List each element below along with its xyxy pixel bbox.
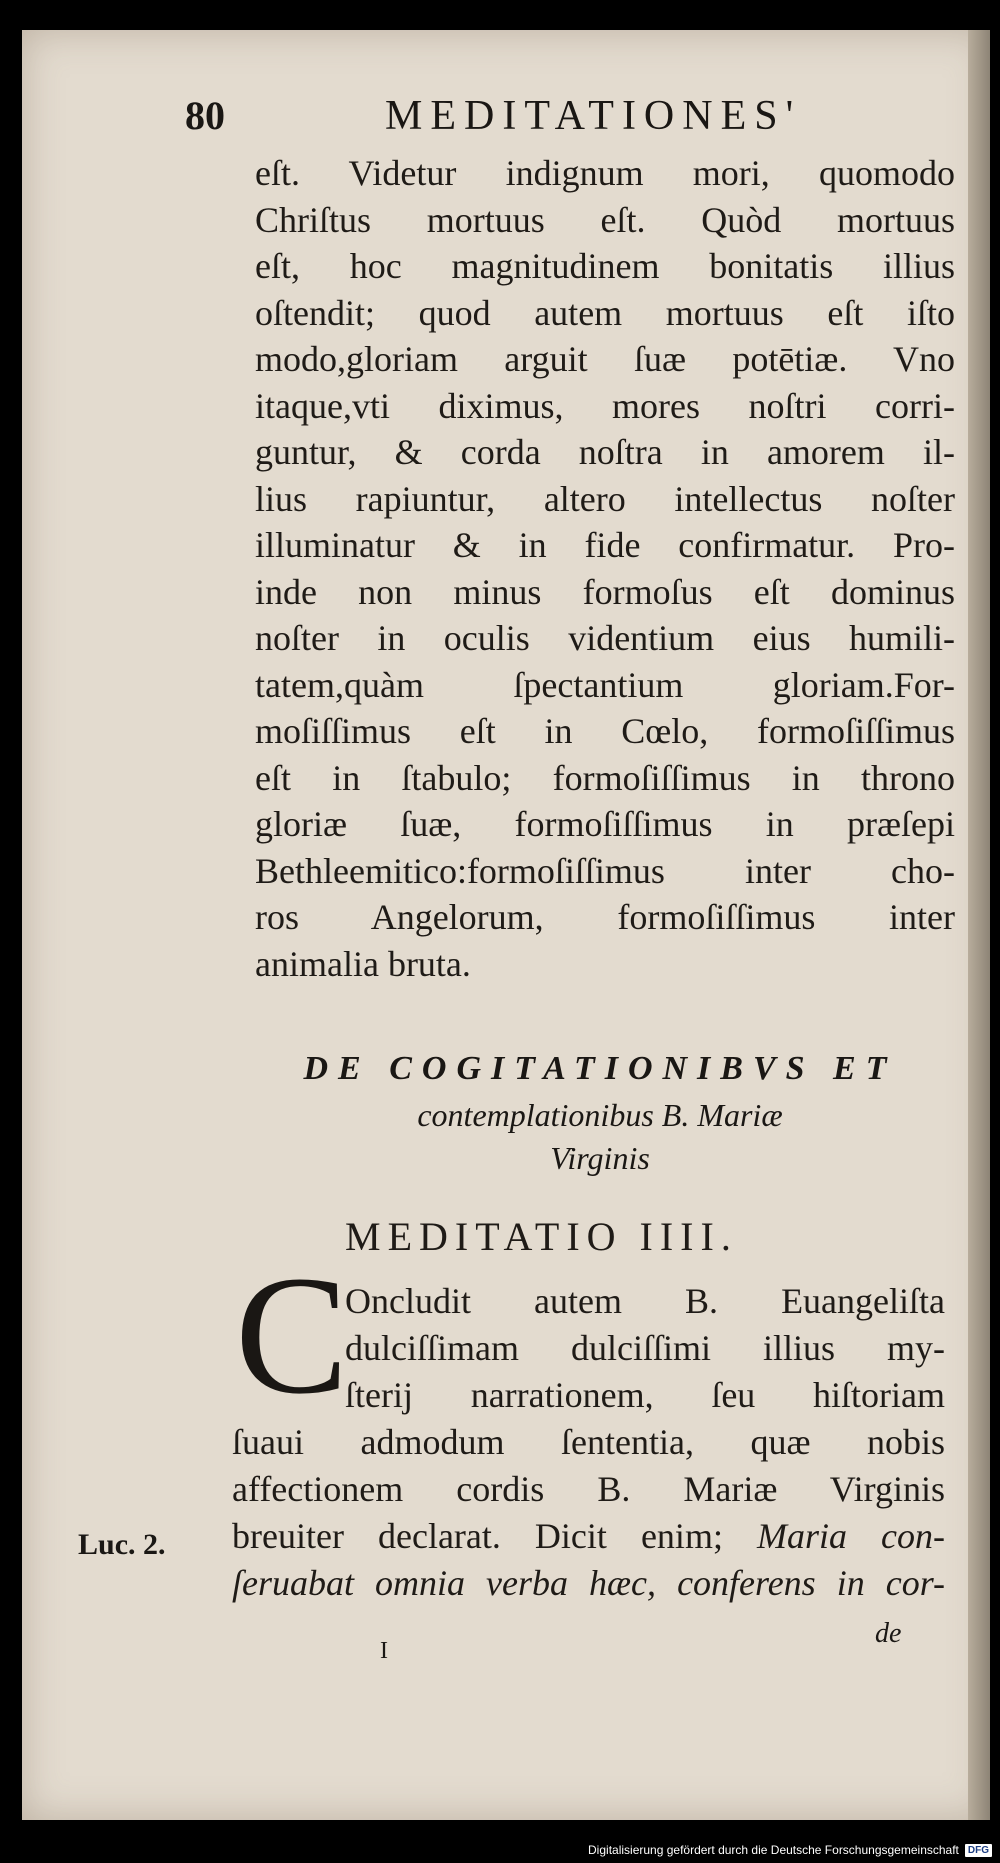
text-line: Oncludit autem B. Euangeliſta	[345, 1281, 945, 1321]
dfg-logo-icon: DFG	[965, 1844, 992, 1857]
text-line: modo,gloriam arguit ſuæ potētiæ. Vno	[255, 339, 955, 379]
page-number: 80	[185, 93, 225, 138]
signature-mark: I	[380, 1638, 388, 1664]
text-line-italic: ſeruabat omnia verba hæc, conferens in cor-	[232, 1563, 945, 1603]
text-line: dulciſſimam dulciſſimi illius my-	[345, 1328, 945, 1368]
text-line: inde non minus formoſus eſt dominus	[255, 571, 955, 612]
marginal-reference: Luc. 2.	[78, 1528, 166, 1561]
text-line: ſterij narrationem, ſeu hiſtoriam	[345, 1375, 945, 1415]
text-line: oſtendit; quod autem mortuus eſt iſto	[255, 292, 955, 333]
text-line: moſiſſimus eſt in Cœlo, formoſiſſimus	[255, 711, 955, 751]
text-line: guntur, & corda noſtra in amorem il-	[255, 432, 955, 472]
text-line: ſuaui admodum ſententia, quæ nobis	[232, 1422, 945, 1462]
paragraph-indented	[345, 1278, 945, 1419]
section-subtitle-2: Virginis	[550, 1140, 650, 1176]
section-subtitle: contemplationibus B. Mariæ	[417, 1097, 783, 1133]
drop-cap: C	[235, 1241, 349, 1429]
paragraph-full	[232, 1419, 945, 1607]
text-line: ros Angelorum, formoſiſſimus inter	[255, 897, 955, 937]
roman-text: breuiter declarat. Dicit enim;	[232, 1516, 757, 1556]
text-line: gloriæ ſuæ, formoſiſſimus in præſepi	[255, 804, 955, 844]
text-line: animalia bruta.	[255, 943, 471, 984]
footer-credit-text: Digitalisierung gefördert durch die Deutsche Forschungsgemeinschaft	[588, 1843, 959, 1857]
catchword: de	[875, 1618, 902, 1649]
footer-credit	[588, 1843, 992, 1857]
text-line: Bethleemitico:formoſiſſimus inter cho-	[255, 850, 955, 891]
text-line: eſt, hoc magnitudinem bonitatis illius	[255, 246, 955, 286]
text-line: eſt. Videtur indignum mori, quomodo	[255, 153, 955, 193]
italic-quote: Maria con-	[757, 1516, 945, 1556]
text-line: tatem,quàm ſpectantium gloriam.For-	[255, 664, 955, 705]
text-line: itaque,vti diximus, mores noſtri corri-	[255, 385, 955, 426]
text-line: eſt in ſtabulo; formoſiſſimus in throno	[255, 757, 955, 798]
page-edge	[968, 30, 990, 1820]
body-text-block	[255, 150, 955, 987]
text-line: Chriſtus mortuus eſt. Quòd mortuus	[255, 199, 955, 240]
section-title: DE COGITATIONIBVS ET	[303, 1050, 897, 1087]
text-line: lius rapiuntur, altero intellectus noſter	[255, 478, 955, 519]
text-line: noſter in oculis videntium eius humili-	[255, 618, 955, 658]
meditation-heading: MEDITATIO IIII.	[345, 1214, 738, 1259]
text-line: illuminatur & in fide confirmatur. Pro-	[255, 525, 955, 565]
text-line-mixed	[232, 1513, 945, 1560]
running-head: MEDITATIONES'	[385, 93, 802, 139]
text-line: affectionem cordis B. Mariæ Virginis	[232, 1469, 945, 1509]
